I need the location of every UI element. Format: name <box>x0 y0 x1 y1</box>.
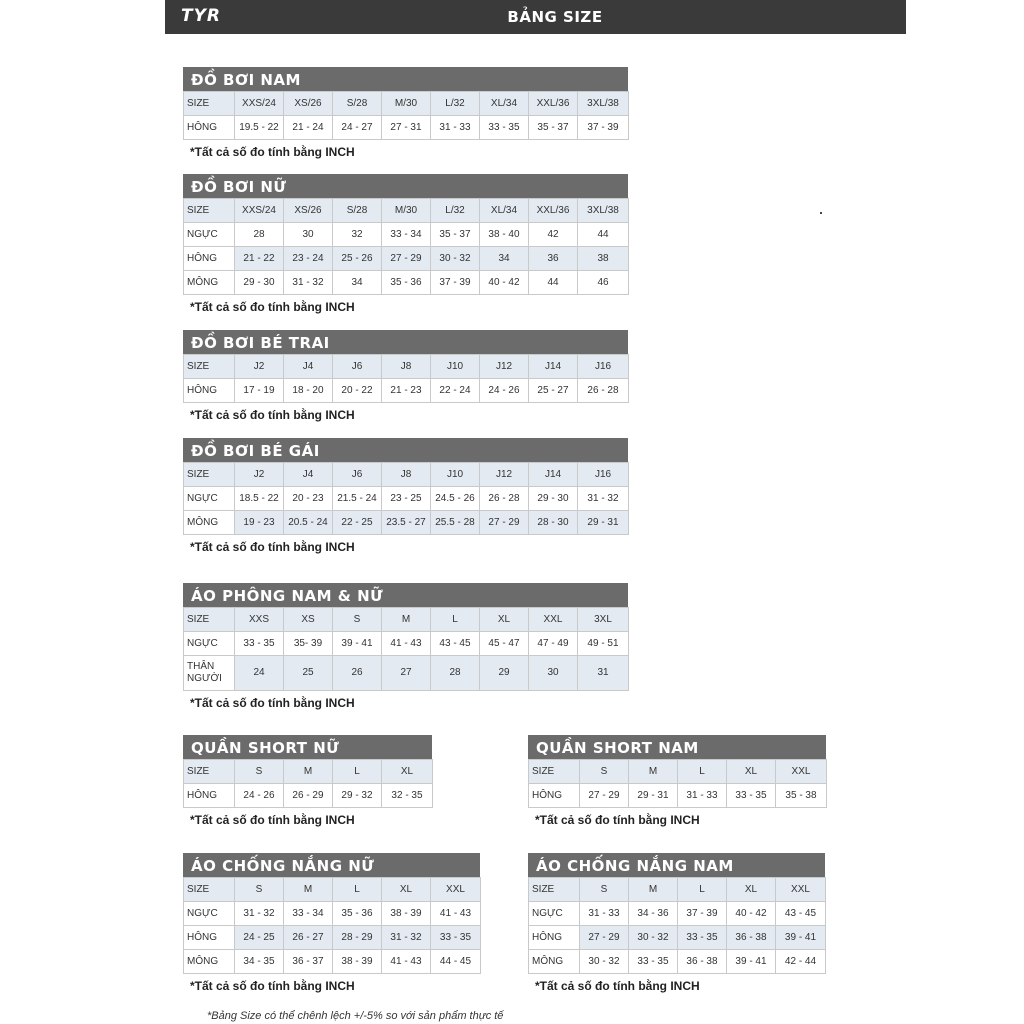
size-cell: S <box>580 760 629 784</box>
size-cell: 17 - 19 <box>235 379 284 403</box>
size-cell: 22 - 24 <box>431 379 480 403</box>
size-cell: 45 - 47 <box>480 632 529 656</box>
size-cell: S/28 <box>333 199 382 223</box>
size-cell: J12 <box>480 355 529 379</box>
size-cell: 26 - 27 <box>284 926 333 950</box>
size-cell: XS/26 <box>284 92 333 116</box>
size-cell: 23.5 - 27 <box>382 511 431 535</box>
size-cell: 24.5 - 26 <box>431 487 480 511</box>
section-title: ÁO CHỐNG NẮNG NAM <box>528 853 825 877</box>
page-header <box>165 0 906 34</box>
size-cell: M <box>284 760 333 784</box>
size-cell: 33 - 35 <box>235 632 284 656</box>
section-title: ĐỒ BƠI NỮ <box>183 174 628 198</box>
size-cell: 31 - 32 <box>578 487 629 511</box>
size-cell: 28 <box>235 223 284 247</box>
size-cell: 46 <box>578 271 629 295</box>
table-header-row <box>529 878 826 902</box>
size-cell: 24 - 27 <box>333 116 382 140</box>
size-cell: 31 - 32 <box>235 902 284 926</box>
table-header-row <box>529 760 827 784</box>
size-cell: 44 <box>578 223 629 247</box>
size-cell: 30 - 32 <box>431 247 480 271</box>
table-row <box>184 902 481 926</box>
size-cell: 29 - 31 <box>578 511 629 535</box>
size-cell: 28 <box>431 656 480 691</box>
size-cell: 30 <box>529 656 578 691</box>
size-cell: XS <box>284 608 333 632</box>
table-row <box>184 271 629 295</box>
row-label-cell: SIZE <box>529 760 580 784</box>
size-cell: 26 - 28 <box>578 379 629 403</box>
page-title: BẢNG SIZE <box>507 8 603 26</box>
size-cell: XXS/24 <box>235 199 284 223</box>
size-cell: 36 - 38 <box>678 950 727 974</box>
inch-note: *Tất cả số đo tính bằng INCH <box>190 696 355 710</box>
size-cell: L/32 <box>431 92 480 116</box>
size-cell: J6 <box>333 355 382 379</box>
size-cell: 26 <box>333 656 382 691</box>
size-cell: J16 <box>578 355 629 379</box>
size-cell: 3XL/38 <box>578 92 629 116</box>
size-cell: 24 <box>235 656 284 691</box>
table-header-row <box>184 92 629 116</box>
stray-dot <box>820 212 822 214</box>
size-cell: XXL <box>776 878 826 902</box>
size-cell: 18 - 20 <box>284 379 333 403</box>
size-cell: 31 - 32 <box>382 926 431 950</box>
size-cell: 35 - 37 <box>431 223 480 247</box>
size-cell: 31 - 32 <box>284 271 333 295</box>
row-label-cell: SIZE <box>184 608 235 632</box>
boys-swim-section <box>183 330 628 422</box>
size-cell: 33 - 35 <box>629 950 678 974</box>
table-row <box>184 487 629 511</box>
size-table <box>528 877 826 974</box>
size-cell: 40 - 42 <box>480 271 529 295</box>
size-cell: 41 - 43 <box>382 950 431 974</box>
size-table <box>183 607 629 691</box>
size-cell: 27 - 29 <box>480 511 529 535</box>
size-cell: 37 - 39 <box>678 902 727 926</box>
inch-note: *Tất cả số đo tính bằng INCH <box>190 813 355 827</box>
size-cell: J8 <box>382 355 431 379</box>
size-cell: 33 - 35 <box>431 926 481 950</box>
inch-note: *Tất cả số đo tính bằng INCH <box>190 300 355 314</box>
size-cell: J6 <box>333 463 382 487</box>
row-label-cell: MÔNG <box>184 271 235 295</box>
size-cell: XXL <box>529 608 578 632</box>
size-cell: J4 <box>284 355 333 379</box>
size-cell: 39 - 41 <box>333 632 382 656</box>
size-cell: L <box>678 760 727 784</box>
size-cell: 31 - 33 <box>678 784 727 808</box>
size-cell: 43 - 45 <box>431 632 480 656</box>
size-cell: 3XL <box>578 608 629 632</box>
size-cell: 35 - 36 <box>382 271 431 295</box>
size-cell: XXL <box>431 878 481 902</box>
size-table <box>183 354 629 403</box>
table-row <box>184 116 629 140</box>
size-cell: XXL/36 <box>529 199 578 223</box>
size-cell: 27 <box>382 656 431 691</box>
women-swim-section <box>183 174 628 314</box>
row-label-cell: HÔNG <box>529 784 580 808</box>
size-table <box>183 462 629 535</box>
row-label-cell: THÂN NGƯỜI <box>184 656 235 691</box>
size-cell: 34 <box>333 271 382 295</box>
size-cell: 35- 39 <box>284 632 333 656</box>
row-label-cell: MÔNG <box>184 511 235 535</box>
girls-swim-section <box>183 438 628 554</box>
size-cell: 37 - 39 <box>578 116 629 140</box>
size-cell: 44 <box>529 271 578 295</box>
size-cell: 33 - 34 <box>284 902 333 926</box>
size-cell: M <box>284 878 333 902</box>
row-label-cell: HÔNG <box>184 784 235 808</box>
size-cell: 33 - 34 <box>382 223 431 247</box>
row-label-cell: SIZE <box>184 463 235 487</box>
size-cell: 29 - 31 <box>629 784 678 808</box>
size-cell: 30 - 32 <box>580 950 629 974</box>
section-title: QUẦN SHORT NỮ <box>183 735 432 759</box>
table-row <box>529 902 826 926</box>
size-cell: 35 - 38 <box>776 784 827 808</box>
size-cell: 42 - 44 <box>776 950 826 974</box>
size-cell: 42 <box>529 223 578 247</box>
size-cell: 31 <box>578 656 629 691</box>
size-cell: 36 <box>529 247 578 271</box>
size-cell: J10 <box>431 463 480 487</box>
inch-note: *Tất cả số đo tính bằng INCH <box>190 979 355 993</box>
section-title: ĐỒ BƠI NAM <box>183 67 628 91</box>
size-cell: 30 - 32 <box>629 926 678 950</box>
size-cell: 24 - 25 <box>235 926 284 950</box>
size-table <box>528 759 827 808</box>
inch-note: *Tất cả số đo tính bằng INCH <box>190 145 355 159</box>
row-label-cell: SIZE <box>184 92 235 116</box>
table-row <box>184 247 629 271</box>
row-label-cell: HÔNG <box>184 116 235 140</box>
size-cell: 30 <box>284 223 333 247</box>
size-cell: 41 - 43 <box>382 632 431 656</box>
size-cell: 35 - 36 <box>333 902 382 926</box>
size-cell: 39 - 41 <box>776 926 826 950</box>
table-row <box>184 511 629 535</box>
size-table <box>183 877 481 974</box>
table-header-row <box>184 760 433 784</box>
size-cell: 18.5 - 22 <box>235 487 284 511</box>
inch-note: *Tất cả số đo tính bằng INCH <box>190 540 355 554</box>
row-label-cell: NGỰC <box>184 902 235 926</box>
size-cell: XXL/36 <box>529 92 578 116</box>
size-cell: 25 <box>284 656 333 691</box>
size-cell: S <box>235 878 284 902</box>
table-row <box>529 784 827 808</box>
table-row <box>529 926 826 950</box>
size-cell: L <box>678 878 727 902</box>
size-cell: 29 - 32 <box>333 784 382 808</box>
size-cell: J2 <box>235 463 284 487</box>
size-cell: 31 - 33 <box>580 902 629 926</box>
size-cell: J16 <box>578 463 629 487</box>
size-cell: M <box>629 760 678 784</box>
inch-note: *Tất cả số đo tính bằng INCH <box>190 408 355 422</box>
size-cell: XL <box>727 878 776 902</box>
women-sun-section <box>183 853 480 993</box>
size-cell: M <box>382 608 431 632</box>
size-cell: M/30 <box>382 199 431 223</box>
size-cell: XL <box>480 608 529 632</box>
size-cell: 29 - 30 <box>235 271 284 295</box>
table-header-row <box>184 878 481 902</box>
size-cell: 29 - 30 <box>529 487 578 511</box>
size-cell: M/30 <box>382 92 431 116</box>
row-label-cell: HÔNG <box>529 926 580 950</box>
size-cell: J14 <box>529 355 578 379</box>
women-shorts-section <box>183 735 432 827</box>
size-cell: 27 - 29 <box>580 784 629 808</box>
table-row <box>184 223 629 247</box>
men-swim-section <box>183 67 628 159</box>
size-cell: XXL <box>776 760 827 784</box>
size-table <box>183 759 433 808</box>
size-cell: 20 - 22 <box>333 379 382 403</box>
table-header-row <box>184 199 629 223</box>
size-cell: 26 - 29 <box>284 784 333 808</box>
footer-note: *Bảng Size có thể chênh lệch +/-5% so với sản phẩm thực tế <box>207 1010 504 1022</box>
size-table <box>183 198 629 295</box>
size-cell: 20.5 - 24 <box>284 511 333 535</box>
section-title: QUẦN SHORT NAM <box>528 735 826 759</box>
row-label-cell: NGỰC <box>184 632 235 656</box>
size-cell: S/28 <box>333 92 382 116</box>
size-cell: 31 - 33 <box>431 116 480 140</box>
size-cell: 21 - 24 <box>284 116 333 140</box>
size-cell: 21 - 22 <box>235 247 284 271</box>
table-row <box>184 656 629 691</box>
size-cell: 39 - 41 <box>727 950 776 974</box>
row-label-cell: SIZE <box>184 760 235 784</box>
size-table <box>183 91 629 140</box>
size-cell: 29 <box>480 656 529 691</box>
size-cell: J4 <box>284 463 333 487</box>
men-shorts-section <box>528 735 826 827</box>
size-cell: 32 - 35 <box>382 784 433 808</box>
size-cell: J14 <box>529 463 578 487</box>
size-cell: 35 - 37 <box>529 116 578 140</box>
row-label-cell: MÔNG <box>529 950 580 974</box>
size-cell: 27 - 29 <box>382 247 431 271</box>
size-cell: XL/34 <box>480 92 529 116</box>
size-cell: L <box>333 760 382 784</box>
row-label-cell: SIZE <box>184 355 235 379</box>
size-cell: 36 - 37 <box>284 950 333 974</box>
row-label-cell: MÔNG <box>184 950 235 974</box>
row-label-cell: NGỰC <box>529 902 580 926</box>
size-cell: XS/26 <box>284 199 333 223</box>
size-cell: 38 - 39 <box>333 950 382 974</box>
size-cell: 49 - 51 <box>578 632 629 656</box>
size-cell: 33 - 35 <box>727 784 776 808</box>
size-cell: 36 - 38 <box>727 926 776 950</box>
size-cell: 25 - 27 <box>529 379 578 403</box>
table-row <box>184 632 629 656</box>
size-cell: L <box>431 608 480 632</box>
table-header-row <box>184 355 629 379</box>
size-cell: 28 - 29 <box>333 926 382 950</box>
size-cell: XL/34 <box>480 199 529 223</box>
section-title: ÁO PHÔNG NAM & NỮ <box>183 583 628 607</box>
row-label-cell: HÔNG <box>184 247 235 271</box>
inch-note: *Tất cả số đo tính bằng INCH <box>535 979 700 993</box>
table-row <box>184 379 629 403</box>
size-cell: 20 - 23 <box>284 487 333 511</box>
size-cell: S <box>333 608 382 632</box>
size-cell: 38 - 39 <box>382 902 431 926</box>
size-cell: J8 <box>382 463 431 487</box>
table-row <box>184 926 481 950</box>
size-cell: XL <box>727 760 776 784</box>
row-label-cell: HÔNG <box>184 379 235 403</box>
size-cell: 38 - 40 <box>480 223 529 247</box>
size-cell: 27 - 29 <box>580 926 629 950</box>
size-cell: S <box>580 878 629 902</box>
row-label-cell: HÔNG <box>184 926 235 950</box>
inch-note: *Tất cả số đo tính bằng INCH <box>535 813 700 827</box>
row-label-cell: SIZE <box>529 878 580 902</box>
size-cell: 25 - 26 <box>333 247 382 271</box>
size-cell: 22 - 25 <box>333 511 382 535</box>
size-cell: 33 - 35 <box>480 116 529 140</box>
size-cell: 26 - 28 <box>480 487 529 511</box>
size-cell: 32 <box>333 223 382 247</box>
row-label-cell: SIZE <box>184 199 235 223</box>
size-cell: 47 - 49 <box>529 632 578 656</box>
size-cell: 24 - 26 <box>235 784 284 808</box>
size-cell: 43 - 45 <box>776 902 826 926</box>
table-row <box>184 950 481 974</box>
section-title: ÁO CHỐNG NẮNG NỮ <box>183 853 480 877</box>
brand-logo: TYR <box>181 6 221 26</box>
size-cell: 23 - 25 <box>382 487 431 511</box>
section-title: ĐỒ BƠI BÉ GÁI <box>183 438 628 462</box>
table-header-row <box>184 463 629 487</box>
table-header-row <box>184 608 629 632</box>
table-row <box>184 784 433 808</box>
section-title: ĐỒ BƠI BÉ TRAI <box>183 330 628 354</box>
size-cell: J2 <box>235 355 284 379</box>
size-cell: 19.5 - 22 <box>235 116 284 140</box>
row-label-cell: SIZE <box>184 878 235 902</box>
size-cell: 34 - 36 <box>629 902 678 926</box>
size-cell: 41 - 43 <box>431 902 481 926</box>
size-cell: 21.5 - 24 <box>333 487 382 511</box>
size-cell: 28 - 30 <box>529 511 578 535</box>
size-cell: J10 <box>431 355 480 379</box>
size-cell: 34 <box>480 247 529 271</box>
size-cell: 3XL/38 <box>578 199 629 223</box>
size-cell: J12 <box>480 463 529 487</box>
men-sun-section <box>528 853 825 993</box>
row-label-cell: NGỰC <box>184 223 235 247</box>
size-cell: XL <box>382 878 431 902</box>
size-cell: 25.5 - 28 <box>431 511 480 535</box>
size-cell: 27 - 31 <box>382 116 431 140</box>
size-cell: 24 - 26 <box>480 379 529 403</box>
table-row <box>529 950 826 974</box>
row-label-cell: NGỰC <box>184 487 235 511</box>
size-cell: XXS/24 <box>235 92 284 116</box>
size-cell: 40 - 42 <box>727 902 776 926</box>
size-cell: L <box>333 878 382 902</box>
tshirt-section <box>183 583 628 710</box>
size-cell: 23 - 24 <box>284 247 333 271</box>
size-cell: 21 - 23 <box>382 379 431 403</box>
size-cell: M <box>629 878 678 902</box>
size-cell: 33 - 35 <box>678 926 727 950</box>
size-cell: S <box>235 760 284 784</box>
size-cell: 37 - 39 <box>431 271 480 295</box>
size-cell: 44 - 45 <box>431 950 481 974</box>
size-cell: XL <box>382 760 433 784</box>
size-cell: L/32 <box>431 199 480 223</box>
size-cell: XXS <box>235 608 284 632</box>
size-cell: 34 - 35 <box>235 950 284 974</box>
size-cell: 38 <box>578 247 629 271</box>
size-cell: 19 - 23 <box>235 511 284 535</box>
